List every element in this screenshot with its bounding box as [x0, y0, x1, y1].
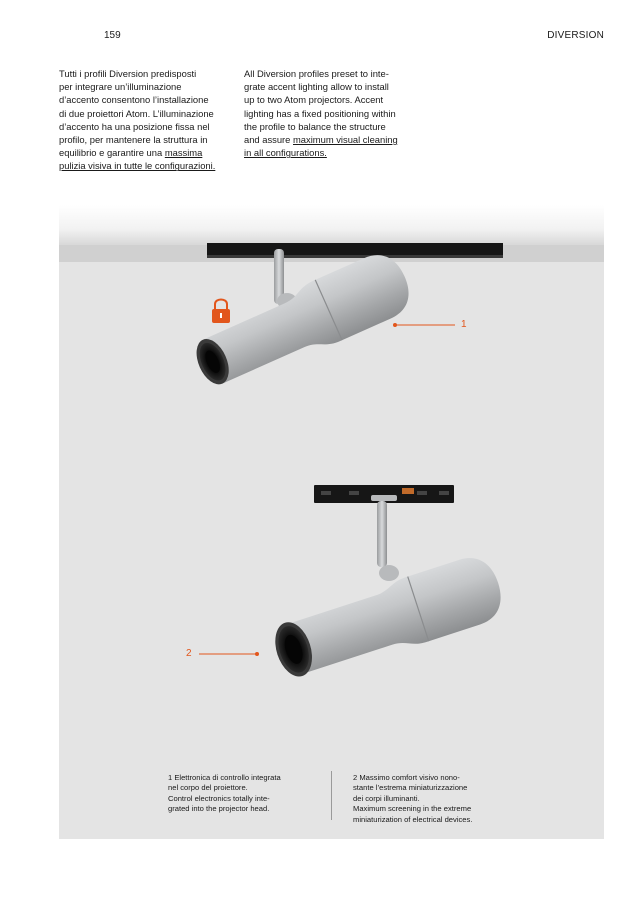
text-line: di due proiettori Atom. L’illuminazione: [59, 107, 214, 119]
text-line: d’accento ha una posizione fissa nel: [59, 120, 210, 132]
intro-english: [244, 67, 424, 159]
ceiling-profile: [59, 205, 604, 262]
text-fragment: equilibrio e garantire una: [59, 147, 165, 159]
caption-line: Control electronics totally inte-: [168, 793, 270, 803]
caption-line: 2 Massimo comfort visivo nono-: [353, 773, 460, 782]
caption-line: dei corpi illuminanti.: [353, 793, 420, 803]
projector-2: [267, 501, 509, 687]
text-line: [244, 133, 424, 146]
intro-italian: [59, 67, 237, 173]
caption-1: [168, 773, 318, 815]
callout-number-2: 2: [186, 648, 192, 659]
track-segment: [314, 485, 454, 503]
text-line: [244, 146, 424, 159]
underlined-text: maximum visual cleaning: [293, 134, 398, 146]
lock-icon: [212, 300, 230, 324]
product-illustration: [59, 205, 604, 839]
underlined-text: massima: [164, 147, 203, 159]
caption-line: stante l’estrema miniaturizzazione: [353, 783, 468, 793]
product-figure: [59, 205, 604, 839]
caption-line: nel corpo del proiettore.: [168, 783, 248, 793]
text-line: [59, 159, 237, 172]
caption-divider: [331, 771, 332, 820]
text-line: per integrare un’illuminazione: [59, 81, 182, 93]
text-line: d’accento consentono l’installazione: [59, 94, 209, 106]
brand-title: DIVERSION: [547, 30, 604, 41]
text-line: Tutti i profili Diversion predisposti: [59, 68, 197, 79]
caption-line: miniaturization of electrical devices.: [353, 814, 473, 824]
underlined-text: pulizia visiva in tutte le configurazioni.: [59, 160, 216, 172]
page-number: 159: [104, 30, 121, 41]
text-line: the profile to balance the structure: [244, 120, 386, 132]
caption-line: grated into the projector head.: [168, 804, 270, 814]
text-line: lighting has a fixed positioning within: [244, 107, 396, 119]
callout-line-1: [393, 323, 455, 327]
callout-line-2: [199, 652, 259, 656]
text-fragment: and assure: [244, 134, 293, 146]
caption-line: 1 Elettronica di controllo integrata: [168, 773, 281, 782]
text-line: grate accent lighting allow to install: [244, 81, 389, 93]
callout-number-1: 1: [461, 319, 467, 330]
text-line: up to two Atom projectors. Accent: [244, 94, 384, 106]
text-line: [59, 146, 237, 159]
caption-2: [353, 773, 523, 825]
underlined-text: in all configurations.: [244, 147, 327, 159]
text-line: profilo, per mantenere la struttura in: [59, 134, 208, 146]
text-line: All Diversion profiles preset to inte-: [244, 68, 389, 79]
caption-line: Maximum screening in the extreme: [353, 804, 472, 814]
